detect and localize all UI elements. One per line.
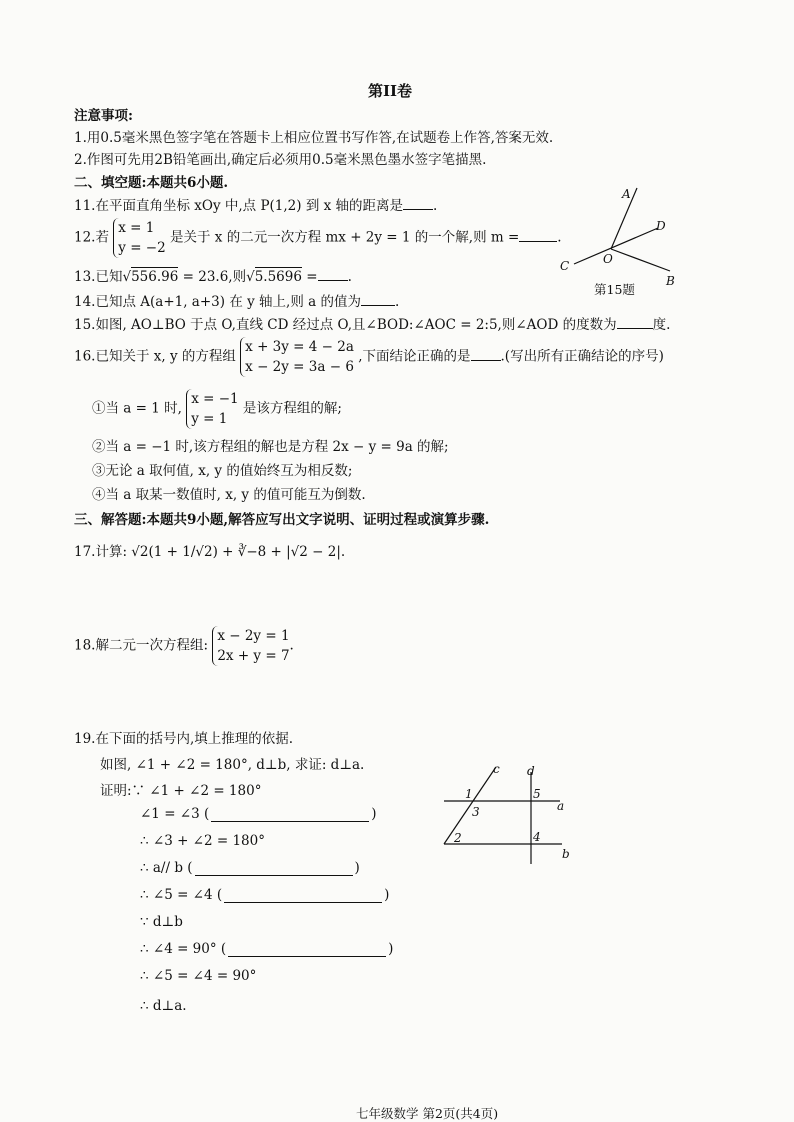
q18-eq2: 2x + y = 7: [217, 648, 290, 664]
reason-blank-3[interactable]: [224, 888, 382, 903]
proof-step-5: [140, 887, 389, 903]
figure-15: [560, 188, 690, 288]
q15-text: 15.如图, AO⊥BO 于点 O,直线 CD 经过点 O,且∠BOD:∠AOC = 2:5,则∠AOD 的度数为: [74, 317, 617, 333]
q16-option-2: ②当 a = −1 时,该方程组的解也是方程 2x − y = 9a 的解;: [92, 439, 449, 455]
question-19: 19.在下面的括号内,填上推理的依据.: [74, 731, 294, 747]
q15-answer-blank[interactable]: [617, 328, 653, 329]
q13-radicand-1: 556.96: [131, 269, 179, 285]
angle-1: 1: [465, 787, 473, 801]
question-15: [74, 313, 670, 333]
label-o: O: [603, 252, 613, 266]
q13-answer-blank[interactable]: [318, 280, 348, 281]
close-paren: ): [371, 806, 377, 822]
label-c: C: [560, 259, 570, 273]
proof-step-2: [140, 806, 377, 822]
label-a: a: [557, 799, 565, 813]
close-paren: ): [354, 860, 360, 876]
q12-prefix: 12.若: [74, 229, 109, 246]
q18-eq1: x − 2y = 1: [217, 628, 290, 644]
ray-ob: [611, 249, 670, 271]
opt1-text: 是该方程组的解;: [242, 400, 342, 417]
q13-eq: =: [306, 269, 318, 285]
q16-eq1: x + 3y = 4 − 2a: [245, 339, 354, 355]
q12-text: 是关于 x 的二元一次方程 mx + 2y = 1 的一个解,则 m =: [170, 229, 520, 246]
q18-system: [212, 626, 289, 666]
label-b: B: [666, 274, 675, 288]
q16-system: [240, 337, 354, 377]
opt1-eq1: x = −1: [191, 391, 239, 407]
proof-step-7-text: ∴ ∠4 = 90° (: [140, 941, 227, 957]
q16-option-4: ④当 a 取某一数值时, x, y 的值可能互为倒数.: [92, 487, 366, 503]
q16-tail: .(写出所有正确结论的序号): [500, 348, 664, 365]
label-b: b: [562, 847, 570, 861]
q13-mid: = 23.6,则: [182, 269, 247, 285]
angle-5: 5: [533, 787, 541, 801]
proof-step-8: ∴ ∠5 = ∠4 = 90°: [140, 968, 257, 984]
label-c: c: [493, 762, 500, 776]
q14-text: 14.已知点 A(a+1, a+3) 在 y 轴上,则 a 的值为: [74, 294, 361, 310]
q18-period: .: [289, 637, 294, 654]
figure-19: [440, 764, 600, 864]
solve-section-heading: 三、解答题:本题共9小题,解答应写出文字说明、证明过程或演算步骤.: [74, 512, 490, 528]
q15-unit: 度.: [652, 317, 671, 333]
q16-prefix: 16.已知关于 x, y 的方程组: [74, 348, 236, 365]
q11-text: 11.在平面直角坐标 xOy 中,点 P(1,2) 到 x 轴的距离是: [74, 198, 404, 214]
opt1-eq2: y = 1: [191, 411, 228, 427]
page-title: 第II卷: [368, 82, 413, 100]
page-footer: 七年级数学 第2页(共4页): [356, 1106, 499, 1121]
line-cd: [574, 228, 658, 264]
label-a: A: [622, 187, 631, 201]
q16-option-3: ③无论 a 取何值, x, y 的值始终互为相反数;: [92, 463, 353, 479]
proof-step-3: ∴ ∠3 + ∠2 = 180°: [140, 833, 265, 849]
angle-2: 2: [454, 831, 462, 845]
opt1-prefix: ①当 a = 1 时,: [92, 400, 182, 417]
opt1-system: [186, 389, 238, 429]
proof-step-6: ∵ d⊥b: [140, 914, 183, 930]
q16-option-1: [92, 389, 342, 429]
figure-15-caption: 第15题: [594, 282, 635, 297]
reason-blank-4[interactable]: [228, 942, 386, 957]
q12-system: [113, 218, 165, 258]
proof-step-1: 证明:∵ ∠1 + ∠2 = 180°: [100, 783, 262, 799]
reason-blank-1[interactable]: [211, 807, 369, 822]
q12-answer-blank[interactable]: [519, 241, 557, 242]
q16-eq2: x − 2y = 3a − 6: [245, 359, 354, 375]
question-18: [74, 626, 294, 666]
label-d: d: [527, 764, 535, 778]
notes-heading: 注意事项:: [74, 108, 133, 124]
proof-step-7: [140, 941, 393, 957]
q13-radicand-2: 5.5696: [254, 269, 302, 285]
q12-eq2: y = −2: [118, 240, 166, 256]
angle-3: 3: [472, 805, 480, 819]
reason-blank-2[interactable]: [195, 861, 353, 876]
label-d: D: [656, 219, 666, 233]
q18-prefix: 18.解二元一次方程组:: [74, 637, 209, 654]
proof-step-4: [140, 860, 360, 876]
question-13: 13.已知√556.96 = 23.6,则√5.5696 = .: [74, 269, 352, 285]
fill-section-heading: 二、填空题:本题共6小题.: [74, 175, 229, 191]
proof-step-2-text: ∠1 = ∠3 (: [140, 806, 210, 822]
proof-step-4-text: ∴ a// b (: [140, 860, 193, 876]
question-16: [74, 337, 664, 377]
line-c: [444, 767, 496, 844]
q19-given: 如图, ∠1 + ∠2 = 180°, d⊥b, 求证: d⊥a.: [100, 757, 365, 773]
q14-answer-blank[interactable]: [361, 305, 395, 306]
proof-step-9: ∴ d⊥a.: [140, 998, 187, 1014]
question-12: 12.若 x = 1 y = −2 是关于 x 的二元一次方程 mx + 2y = 1 的一个解,则 m = .: [74, 220, 562, 256]
q13-prefix: 13.已知: [74, 269, 123, 285]
close-paren: ): [388, 941, 394, 957]
question-17: 17.计算: √2(1 + 1/√2) + ∛−8 + |√2 − 2|.: [74, 544, 346, 560]
q12-eq1: x = 1: [118, 220, 155, 236]
q16-answer-blank[interactable]: [471, 360, 501, 361]
note-1: 1.用0.5毫米黑色签字笔在答题卡上相应位置书写作答,在试题卷上作答,答案无效.: [74, 130, 554, 146]
q11-answer-blank[interactable]: [403, 209, 433, 210]
proof-step-5-text: ∴ ∠5 = ∠4 (: [140, 887, 223, 903]
q16-text: ,下面结论正确的是: [358, 348, 471, 365]
note-2: 2.作图可先用2B铅笔画出,确定后必须用0.5毫米黑色墨水签字笔描黑.: [74, 152, 487, 168]
question-14: 14.已知点 A(a+1, a+3) 在 y 轴上,则 a 的值为 .: [74, 294, 400, 310]
question-11: 11.在平面直角坐标 xOy 中,点 P(1,2) 到 x 轴的距离是 .: [74, 198, 438, 214]
close-paren: ): [384, 887, 390, 903]
angle-4: 4: [533, 830, 541, 844]
